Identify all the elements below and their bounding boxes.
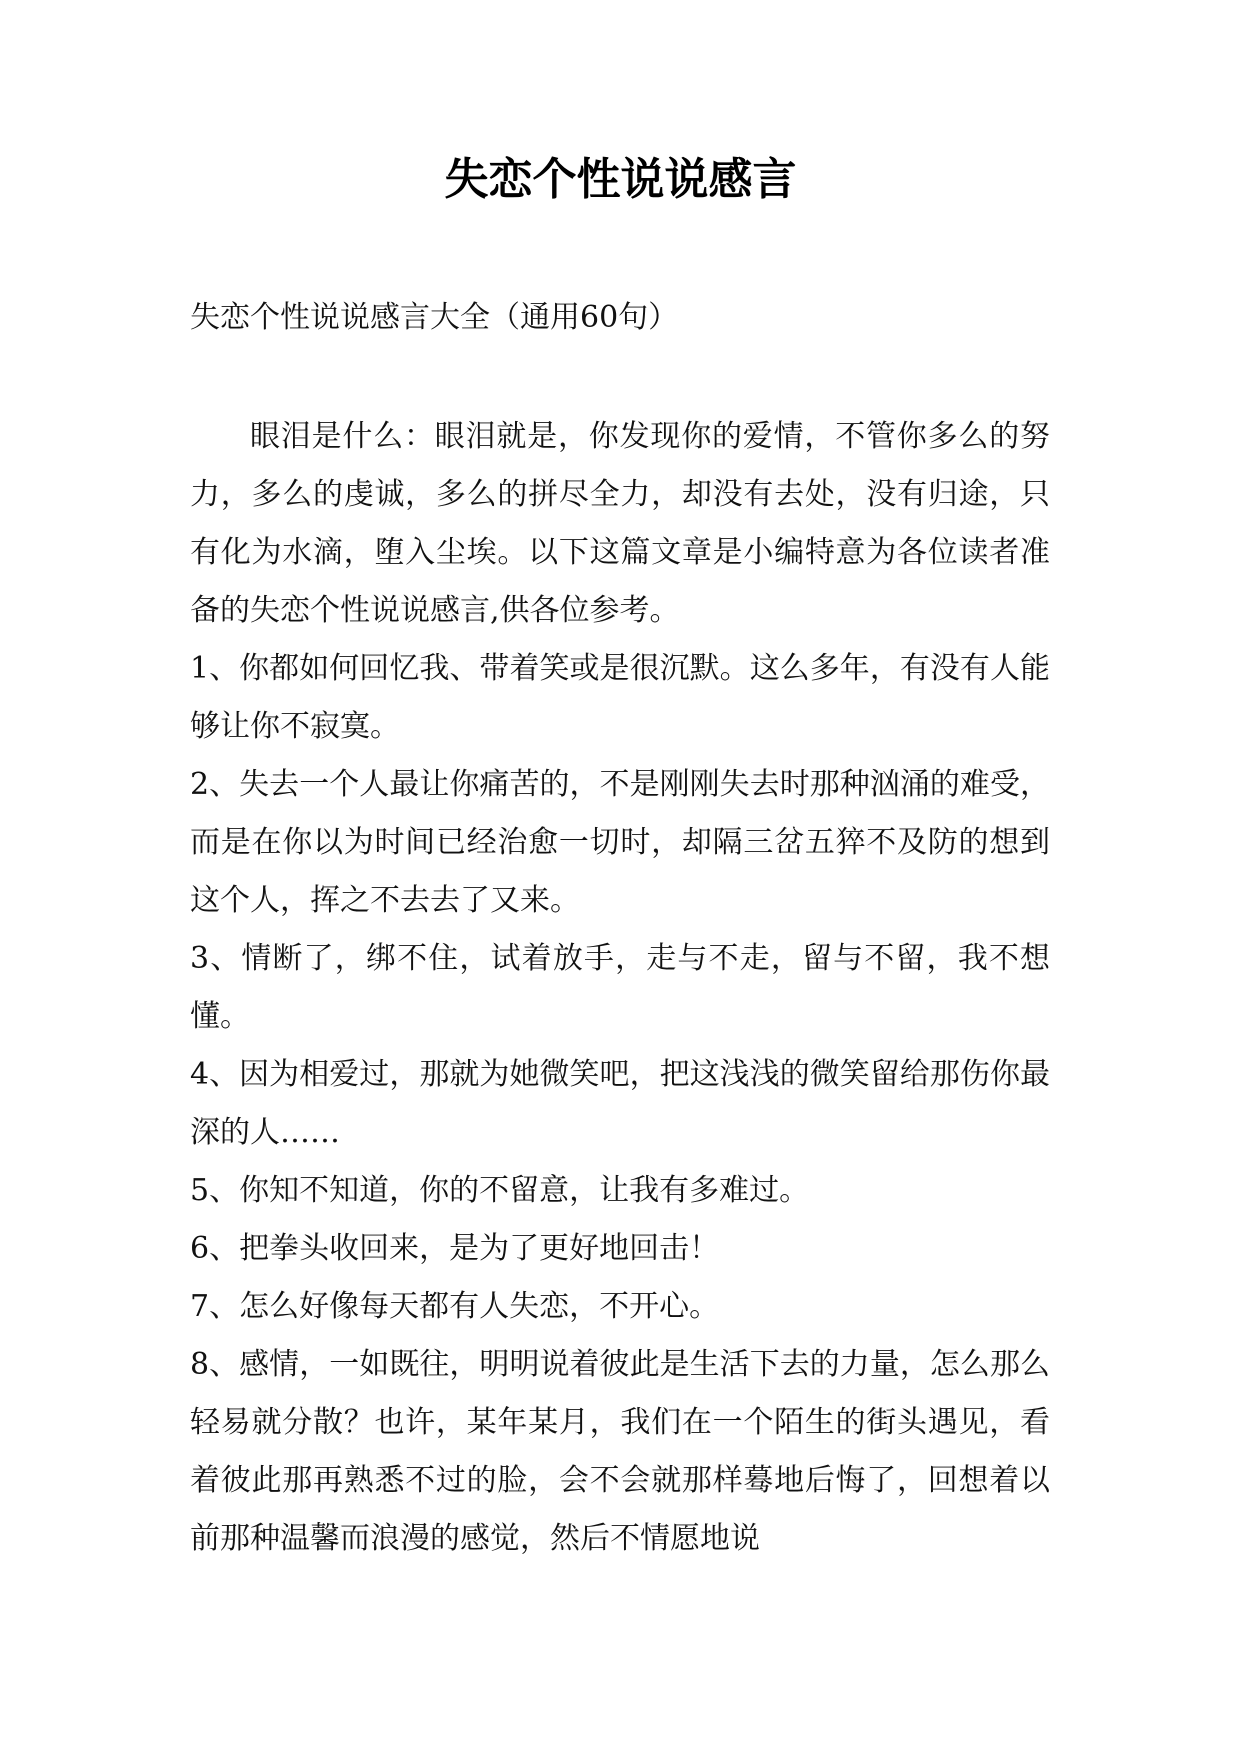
document-title: 失恋个性说说感言 bbox=[444, 154, 797, 205]
intro-paragraph: 眼泪是什么：眼泪就是，你发现你的爱情，不管你多么的努力，多么的虔诚，多么的拼尽全力，却没有去处，没有归途，只有化为水滴，堕入尘埃。以下这篇文章是小编特意为各位读者准备的失恋个性说说感言,供各位参考。 bbox=[190, 419, 1050, 628]
document-subtitle: 失恋个性说说感言大全（通用60句） bbox=[190, 300, 679, 335]
list-item: 2、失去一个人最让你痛苦的，不是刚刚失去时那种汹涌的难受，而是在你以为时间已经治愈一切时，却隔三岔五猝不及防的想到这个人，挥之不去去了又来。 bbox=[190, 767, 1050, 918]
list-item: 3、情断了，绑不住，试着放手，走与不走，留与不留，我不想懂。 bbox=[190, 941, 1050, 1034]
list-item: 5、你知不知道，你的不留意，让我有多难过。 bbox=[190, 1173, 810, 1208]
list-item: 1、你都如何回忆我、带着笑或是很沉默。这么多年，有没有人能够让你不寂寞。 bbox=[190, 651, 1050, 744]
list-item: 4、因为相爱过，那就为她微笑吧，把这浅浅的微笑留给那伤你最深的人…… bbox=[190, 1057, 1050, 1150]
list-item: 7、怎么好像每天都有人失恋，不开心。 bbox=[190, 1289, 720, 1324]
list-item: 8、感情，一如既往，明明说着彼此是生活下去的力量，怎么那么轻易就分散？也许，某年某月，我们在一个陌生的街头遇见，看着彼此那再熟悉不过的脸，会不会就那样蓦地后悔了，回想着以前那种温馨而浪漫的感觉，然后不情愿地说 bbox=[190, 1347, 1050, 1556]
list-item: 6、把拳头收回来，是为了更好地回击！ bbox=[190, 1231, 720, 1266]
document-body bbox=[190, 408, 1050, 1568]
